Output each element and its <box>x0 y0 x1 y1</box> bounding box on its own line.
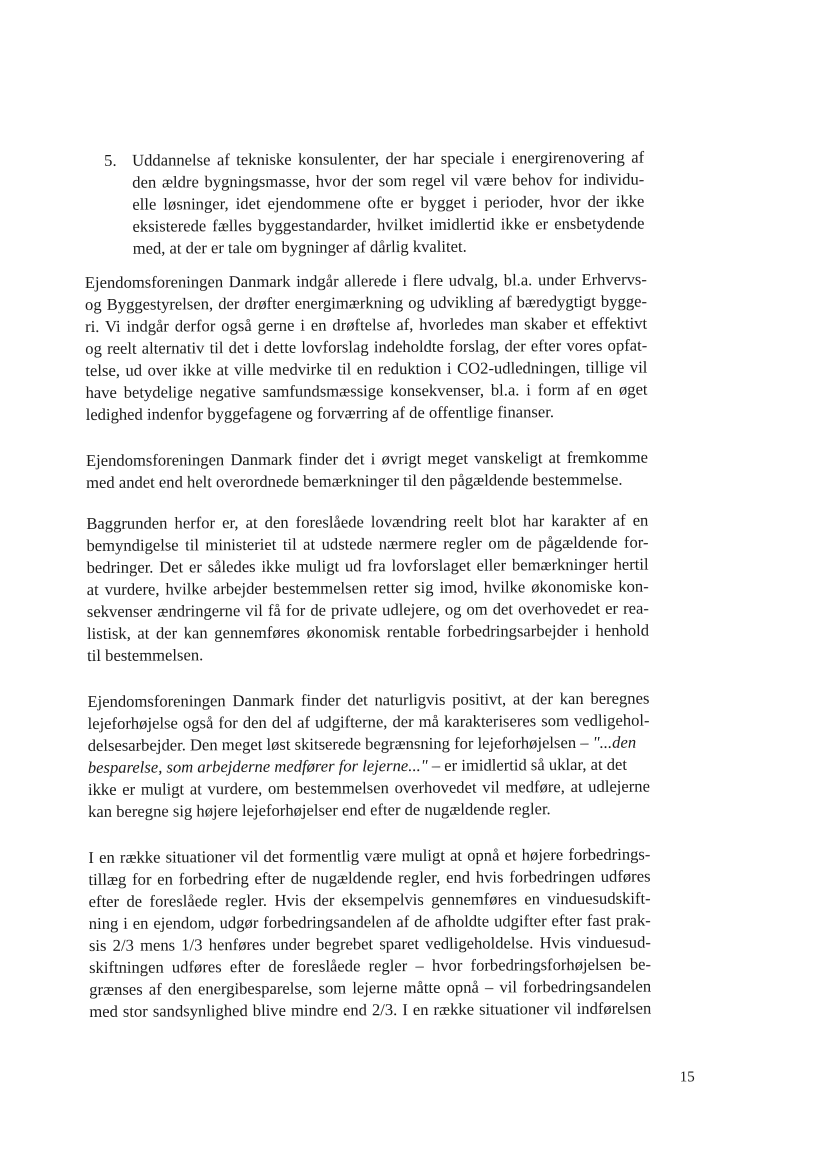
paragraph-line: telse, ud over ikke at ville medvirke til en reduktion i CO2-udledningen, tillige vil <box>85 357 648 380</box>
list-item-line: eksisterede fælles byggestandarder, hvilket imidlertid ikke er ensbetydende <box>132 213 645 236</box>
list-item <box>0 0 823 258</box>
quoted-text: "...den <box>592 732 637 752</box>
paragraph-line: have betydelige negative samfundsmæssige konsekvenser, bl.a. i form af en øget <box>85 379 648 402</box>
paragraph-line: bemyndigelse til ministeriet til at udstede nærmere regler om de pågældende for- <box>86 532 649 555</box>
list-item-line: den ældre bygningsmasse, hvor der som regel vil være behov for individu- <box>132 169 645 192</box>
paragraph-line: lejeforhøjelse også for den del af udgifterne, der må karakteriseres som vedligehol- <box>87 710 650 733</box>
list-item-number: 5. <box>104 150 117 170</box>
paragraph-line: med andet end helt overordnede bemærkninger til den pågældende bestemmelse. <box>86 469 623 492</box>
paragraph-line: med stor sandsynlighed blive mindre end 2/3. I en række situationer vil indførelsen <box>89 998 652 1021</box>
paragraph-line: bedringer. Det er således ikke muligt ud fra lovforslaget eller bemærkninger hertil <box>86 554 649 577</box>
paragraph-line: Baggrunden herfor er, at den foreslåede lovændring reelt blot har karakter af en <box>86 510 649 533</box>
paragraph-text: – er imidlertid så uklar, at det <box>427 754 628 775</box>
paragraph-line: Ejendomsforeningen Danmark indgår allerede i flere udvalg, bl.a. under Erhvervs- <box>84 269 647 293</box>
paragraph-line: ning i en ejendom, udgør forbedringsandelen af de afholdte udgifter efter fast prak- <box>88 910 651 933</box>
paragraph-line: at vurdere, hvilke arbejder bestemmelsen retter sig imod, hvilke økonomiske kon- <box>86 576 649 599</box>
list-item-line: elle løsninger, idet ejendommene ofte er bygget i perioder, hvor der ikke <box>132 191 645 214</box>
paragraph-line: grænses af den energibesparelse, som lejerne måtte opnå – vil forbedringsandelen <box>89 976 652 999</box>
paragraph-line: kan beregne sig højere lejeforhøjelser end efter de nugældende regler. <box>88 799 551 821</box>
paragraph-line: I en række situationer vil det formentlig være muligt at opnå et højere forbedrings- <box>88 844 651 867</box>
quoted-text: besparelse, som arbejderne medfører for lejerne..." <box>87 755 428 777</box>
paragraph-line: og reelt alternativ til det i dette lovforslag indeholdte forslag, der efter vores opfat- <box>85 335 648 358</box>
paragraph-line: efter de foreslåede regler. Hvis der eksempelvis gennemføres en vinduesudskift- <box>88 888 651 911</box>
list-item-line: Uddannelse af tekniske konsulenter, der har speciale i energirenovering af <box>132 147 645 170</box>
paragraph-line: Ejendomsforeningen Danmark finder det i øvrigt meget vanskeligt at fremkomme <box>85 447 648 470</box>
paragraph-line: listisk, at der kan gennemføres økonomisk rentable forbedringsarbejder i henhold <box>86 620 650 643</box>
paragraph-line: ikke er muligt at vurdere, om bestemmelsen overhovedet vil medføre, at udlejerne <box>87 776 651 799</box>
paragraph-line: sis 2/3 mens 1/3 henføres under begrebet sparet vedligeholdelse. Hvis vinduesud- <box>88 932 651 955</box>
paragraph-line: og Byggestyrelsen, der drøfter energimærkning og udvikling af bæredygtigt bygge- <box>84 291 648 315</box>
list-item-line: med, at der er tale om bygninger af dårlig kvalitet. <box>132 236 467 258</box>
paragraph-line: til bestemmelsen. <box>87 645 204 665</box>
paragraph-line: ri. Vi indgår derfor også gerne i en drøftelse af, hvorledes man skaber et effektivt <box>85 313 648 336</box>
paragraph-text: delsesarbejder. Den meget løst skitserede begrænsning for lejeforhøjelsen – <box>87 732 593 755</box>
paragraph-line: sekvenser ændringerne vil få for de private udlejere, og om det overhovedet er rea- <box>86 598 649 621</box>
paragraph-line: skiftningen udføres efter de foreslåede regler – hvor forbedringsforhøjelsen be- <box>88 954 652 977</box>
paragraph-line: Ejendomsforeningen Danmark finder det naturligvis positivt, at der kan beregnes <box>87 688 650 711</box>
paragraph-line: tillæg for en forbedring efter de nugældende regler, end hvis forbedringen udføres <box>88 866 651 889</box>
page-number: 15 <box>679 1069 695 1086</box>
paragraph-line: ledighed indenfor byggefagene og forværring af de offentlige finanser. <box>85 402 555 424</box>
